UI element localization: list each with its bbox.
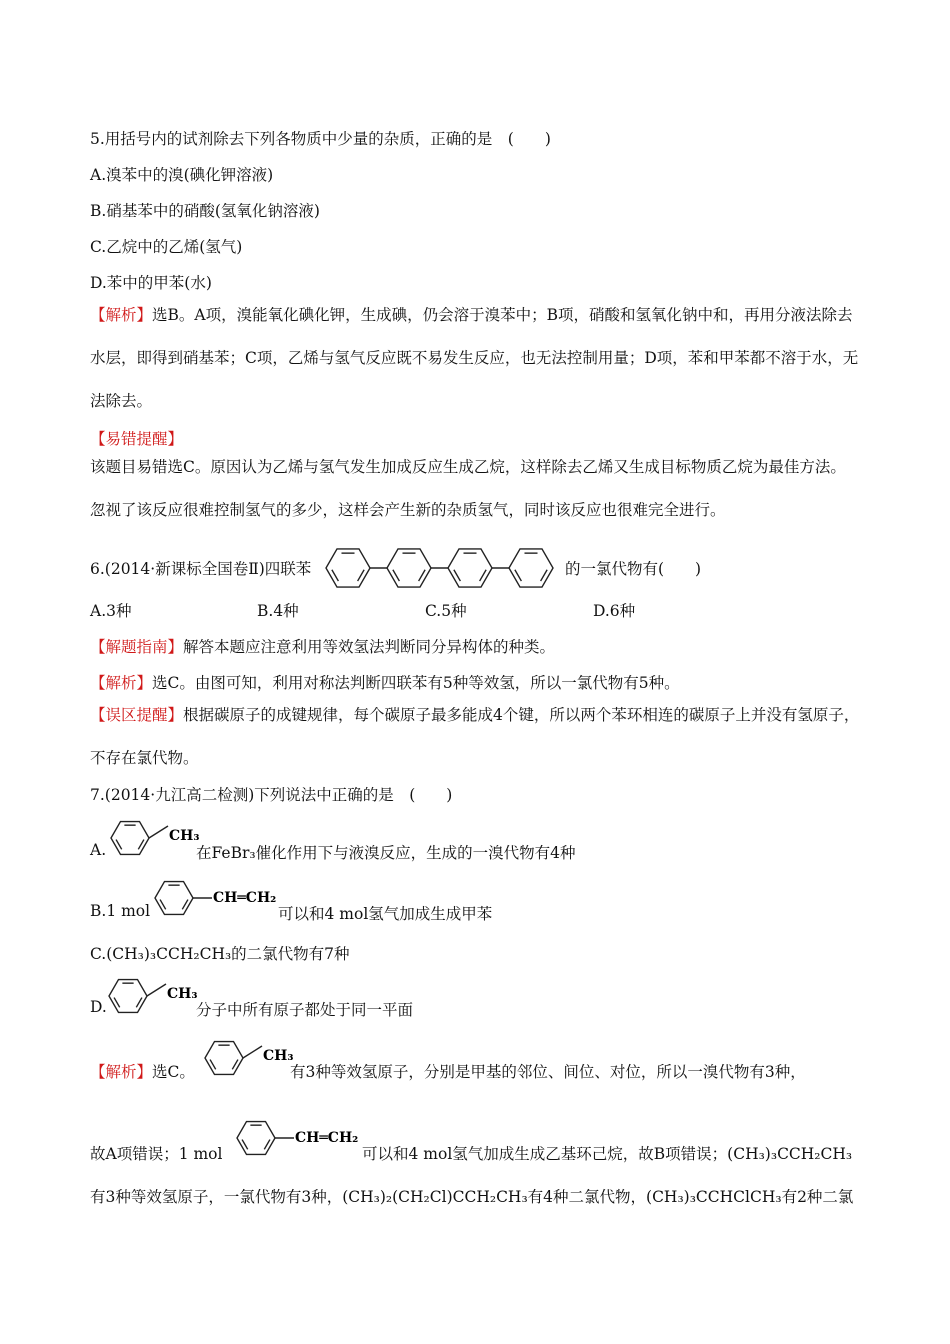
q6-mistake xyxy=(90,694,860,780)
single-bond xyxy=(243,1046,262,1058)
q7-b-text: 可以和4 mol氢气加成生成甲苯 xyxy=(278,905,493,923)
analysis-tag: 【解析】 xyxy=(90,674,153,692)
mistake-text: 根据碳原子的成键规律，每个碳原子最多能成4个键，所以两个苯环相连的碳原子上并没有氢原子，不存在氯代物。 xyxy=(90,706,860,767)
q6-guide xyxy=(90,635,555,657)
q6-analysis xyxy=(90,671,680,693)
q6-stem-post: 的一氯代物有( ) xyxy=(565,560,702,578)
q6-option-a: A.3种 xyxy=(90,602,132,620)
q7-d-text: 分子中所有原子都处于同一平面 xyxy=(196,1001,414,1019)
benzene-ring xyxy=(237,1122,275,1155)
toluene-structure-image xyxy=(200,1032,296,1084)
vinyl-label: CH═CH₂ xyxy=(295,1130,359,1146)
benzene-ring xyxy=(448,549,492,587)
q7-analysis-line1: 有3种等效氢原子，分别是甲基的邻位、间位、对位，所以一溴代物有3种， xyxy=(290,1063,806,1081)
styrene-structure-image xyxy=(232,1112,364,1164)
q7-analysis-head xyxy=(90,1060,195,1082)
ch3-label: CH₃ xyxy=(263,1048,294,1064)
analysis-text: 选C。由图可知，利用对称法判断四联苯有5种等效氢，所以一氯代物有5种。 xyxy=(152,674,680,692)
q7-analysis-line2-post: 可以和4 mol氢气加成生成乙基环己烷，故B项错误；(CH₃)₃CCH₂CH₃ xyxy=(362,1145,853,1163)
q7-analysis-line3: 有3种等效氢原子，一氯代物有3种，(CH₃)₂(CH₂Cl)CCH₂CH₃有4种二氯代物，(CH₃)₃CCHClCH₃有2种二氯 xyxy=(90,1188,854,1206)
single-bond xyxy=(147,984,166,996)
vinyl-label: CH═CH₂ xyxy=(213,890,277,906)
q5-stem: 5.用括号内的试剂除去下列各物质中少量的杂质，正确的是 ( ) xyxy=(90,130,551,148)
q5-analysis xyxy=(90,294,860,423)
toluene-structure-image xyxy=(106,812,202,864)
benzene-ring xyxy=(509,549,553,587)
q5-option-a: A.溴苯中的溴(碘化钾溶液) xyxy=(90,166,274,184)
ch3-label: CH₃ xyxy=(169,828,200,844)
mistake-tag: 【误区提醒】 xyxy=(90,706,184,724)
q5-option-d: D.苯中的甲苯(水) xyxy=(90,274,212,292)
analysis-lead: 选C。 xyxy=(152,1063,195,1081)
q5-warn-text: 该题目易错选C。原因认为乙烯与氢气发生加成反应生成乙烷，这样除去乙烯又生成目标物质乙烷为最佳方法。忽视了该反应很难控制氢气的多少，这样会产生新的杂质氢气，同时该反应也很难完全进行。 xyxy=(90,458,846,519)
benzene-ring xyxy=(111,822,149,855)
q6-option-c: C.5种 xyxy=(425,602,467,620)
single-bond xyxy=(149,826,168,838)
q6-stem-pre: 6.(2014·新课标全国卷Ⅱ)四联苯 xyxy=(90,560,312,578)
q5-option-c: C.乙烷中的乙烯(氢气) xyxy=(90,238,243,256)
q7-b-prefix: B.1 mol xyxy=(90,902,151,920)
benzene-ring xyxy=(326,549,370,587)
q6-option-d: D.6种 xyxy=(593,602,636,620)
q5-warn-tag: 【易错提醒】 xyxy=(90,430,184,448)
ch3-label: CH₃ xyxy=(167,986,198,1002)
q7-analysis-line2-pre: 故A项错误；1 mol xyxy=(90,1145,223,1163)
benzene-ring xyxy=(155,882,193,915)
q7-a-text: 在FeBr₃催化作用下与液溴反应，生成的一溴代物有4种 xyxy=(196,844,576,862)
analysis-tag: 【解析】 xyxy=(90,306,153,324)
guide-text: 解答本题应注意利用等效氢法判断同分异构体的种类。 xyxy=(183,638,556,656)
q6-option-b: B.4种 xyxy=(257,602,299,620)
benzene-ring xyxy=(109,980,147,1013)
q7-stem: 7.(2014·九江高二检测)下列说法中正确的是 ( ) xyxy=(90,786,453,804)
benzene-ring xyxy=(205,1042,243,1075)
styrene-structure-image xyxy=(150,872,282,924)
toluene-structure-image xyxy=(104,970,200,1022)
q7-d-prefix: D. xyxy=(90,998,107,1016)
analysis-tag: 【解析】 xyxy=(90,1063,153,1081)
q7-a-prefix: A. xyxy=(90,841,107,859)
q7-c-text: C.(CH₃)₃CCH₂CH₃的二氯代物有7种 xyxy=(90,945,350,963)
q5-option-b: B.硝基苯中的硝酸(氢氧化钠溶液) xyxy=(90,202,320,220)
benzene-ring xyxy=(387,549,431,587)
quaterphenyl-structure-image xyxy=(318,532,564,604)
analysis-text: 选B。A项，溴能氧化碘化钾，生成碘，仍会溶于溴苯中；B项，硝酸和氢氧化钠中和，再用分液法除去水层，即得到硝基苯；C项，乙烯与氢气反应既不易发生反应，也无法控制用量；D项，苯和甲苯都不溶于水，无法除去。 xyxy=(90,306,859,410)
guide-tag: 【解题指南】 xyxy=(90,638,184,656)
